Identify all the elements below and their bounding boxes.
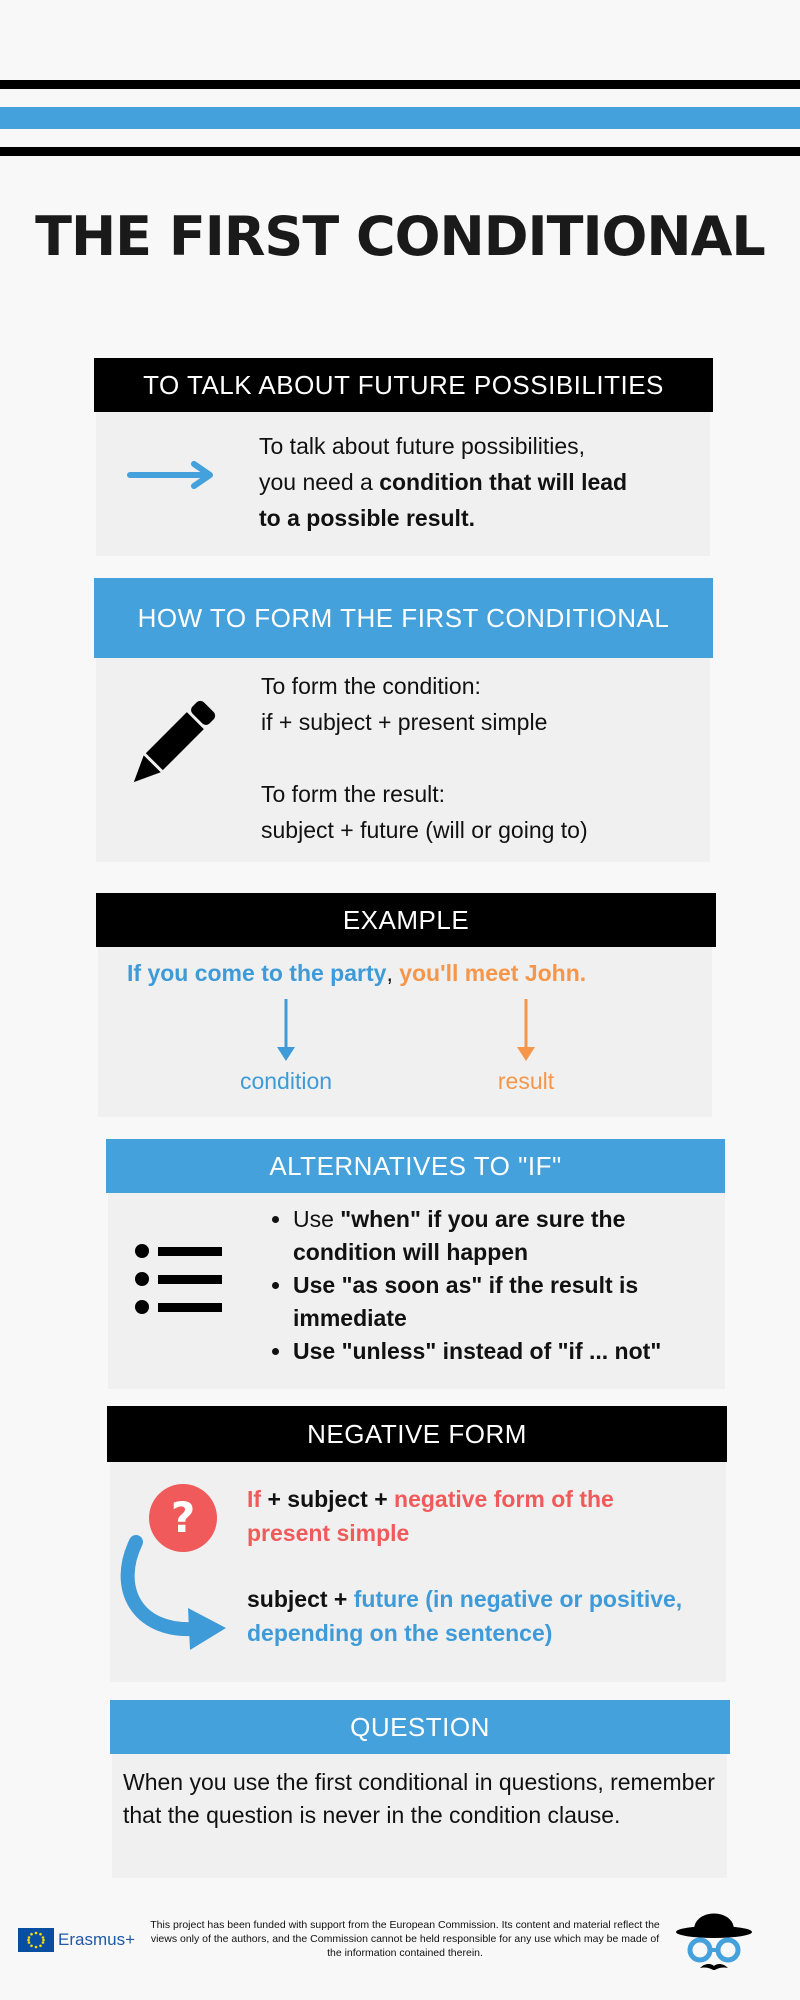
section-panel-question (112, 1754, 727, 1878)
list-item: • Use "as soon as" if the result is immediate (293, 1269, 713, 1335)
arrow-down-blue-icon (273, 997, 299, 1063)
arrow-right-icon (126, 460, 218, 490)
top-stripe-black-2 (0, 147, 800, 156)
result-label: result (497, 1068, 555, 1094)
question-text: When you use the first conditional in questions, remember that the question is never in the condition clause. (123, 1769, 715, 1828)
erasmus-logo-text: Erasmus+ (58, 1930, 135, 1949)
section-panel-future-possibilities (96, 412, 710, 556)
section-header-how-to-form: HOW TO FORM THE FIRST CONDITIONAL (94, 578, 713, 658)
negative-result-formula: subject + future (in negative or positive, depending on the sentence) (247, 1586, 683, 1646)
bowler-hat-glasses-icon (672, 1900, 756, 1978)
section-header-example: EXAMPLE (96, 893, 716, 947)
footer-disclaimer: This project has been funded with support from the European Commission. Its content and material reflect the views only of the authors, and the Commission cannot be held responsible for any use which may be made of the information contained therein. (150, 1919, 660, 1959)
negative-condition-formula: If + subject + negative form of the present simple (247, 1486, 614, 1546)
section-header-negative-form: NEGATIVE FORM (107, 1406, 727, 1462)
section-panel-how-to-form (96, 658, 710, 862)
list-item: • Use "when" if you are sure the condition will happen (293, 1203, 713, 1269)
section-header-future-possibilities: TO TALK ABOUT FUTURE POSSIBILITIES (94, 358, 713, 412)
alternatives-list (263, 1203, 713, 1368)
pencil-icon (124, 696, 220, 792)
example-sentence: If you come to the party, you'll meet John. (127, 960, 587, 986)
section-panel-example (98, 947, 712, 1117)
section-panel-alternatives (108, 1193, 725, 1389)
section-header-question: QUESTION (110, 1700, 730, 1754)
how-to-form-text: To form the condition: if + subject + present simple To form the result: subject + future (will or going to) (261, 673, 588, 843)
arrow-down-orange-icon (513, 997, 539, 1063)
section-panel-negative-form (110, 1462, 726, 1682)
list-icon (134, 1241, 224, 1321)
curved-arrow-icon (114, 1532, 234, 1652)
eu-flag-logo (18, 1928, 54, 1952)
top-stripe-blue (0, 107, 800, 129)
future-possibilities-text: To talk about future possibilities, you need a condition that will lead to a possible result. (259, 433, 628, 531)
example-condition-clause: If you come to the party (127, 960, 387, 986)
example-result-clause: you'll meet John. (399, 960, 587, 986)
top-stripe-black-1 (0, 80, 800, 89)
page-title: THE FIRST CONDITIONAL (35, 205, 765, 268)
condition-label: condition (239, 1068, 333, 1094)
list-item: • Use "unless" instead of "if ... not" (293, 1335, 713, 1368)
svg-text:?: ? (170, 1493, 196, 1542)
section-header-alternatives: ALTERNATIVES TO "IF" (106, 1139, 725, 1193)
